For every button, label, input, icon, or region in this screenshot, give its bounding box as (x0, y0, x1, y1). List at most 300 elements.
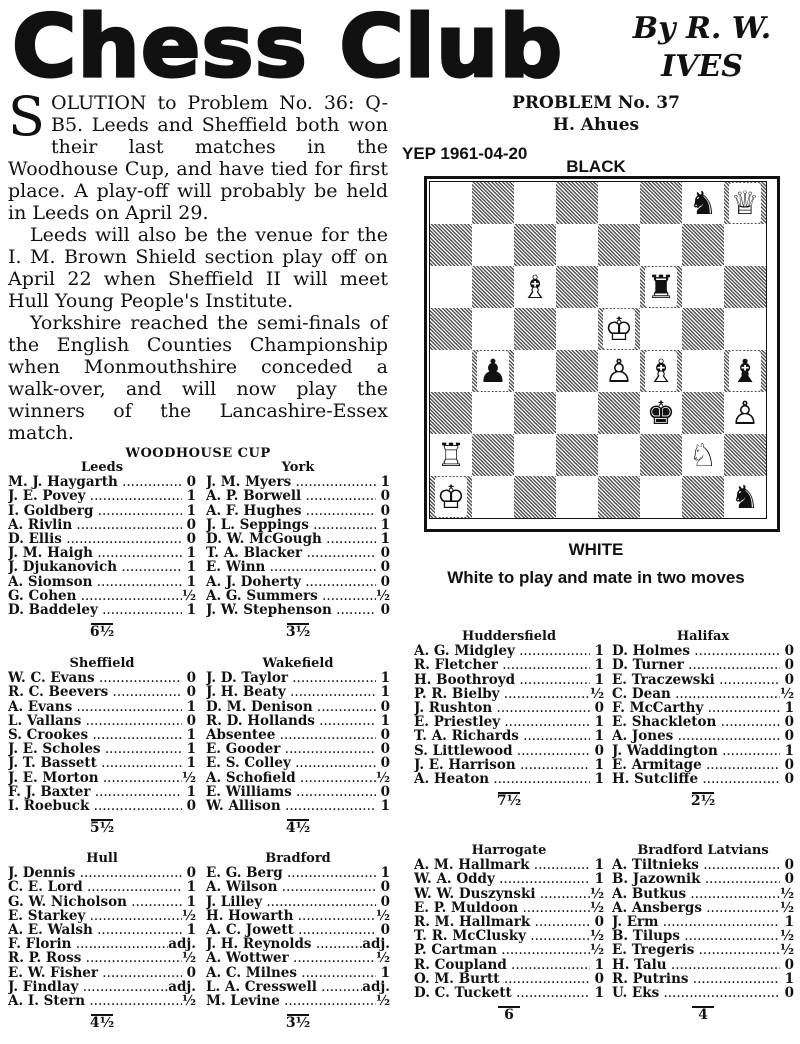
player-name: W. Allison ..... (206, 799, 376, 813)
player-name: P. Cartman ..... (414, 943, 590, 957)
team-name: Harrogate (471, 843, 547, 858)
player-name: J. H. Beaty ..... (206, 685, 376, 699)
player-row (206, 771, 390, 785)
chess-piece-wb: ♗ (646, 352, 676, 390)
player-row (206, 937, 390, 951)
player-name: R. M. Hallmark ..... (414, 915, 590, 929)
player-row (612, 958, 794, 972)
player-score: 1 (784, 742, 794, 759)
player-score: 0 (186, 684, 196, 701)
player-name: M. Levine ..... (206, 994, 376, 1008)
board-square (430, 224, 472, 266)
player-name: A. C. Milnes ..... (206, 966, 376, 980)
board-square (514, 350, 556, 392)
player-row (612, 644, 794, 658)
board-square (682, 476, 724, 518)
player-score: 0 (186, 865, 196, 882)
player-name: J. L. Seppings ..... (206, 518, 376, 532)
player-score: adj. (168, 936, 196, 953)
player-score: 0 (380, 488, 390, 505)
player-score: 1 (380, 865, 390, 882)
player-name: A. Siomson ..... (8, 575, 182, 589)
player-row (8, 966, 196, 980)
player-score: ½ (780, 942, 795, 959)
player-name: E. Williams ..... (206, 785, 376, 799)
board-square (682, 266, 724, 308)
player-name: E. G. Berg ..... (206, 866, 376, 880)
board-square (724, 224, 766, 266)
player-name: A. Ansbergs ..... (612, 901, 780, 915)
player-score: 0 (380, 755, 390, 772)
player-score: 1 (380, 670, 390, 687)
board-square (556, 308, 598, 350)
chess-piece-bk2: ♔ (436, 478, 466, 516)
player-row (414, 972, 604, 986)
player-name: F. Florin ..... (8, 937, 168, 951)
player-name: W. C. Evans ..... (8, 671, 182, 685)
player-name: E. Tregeris ..... (612, 943, 780, 957)
player-name: L. Vallans ..... (8, 714, 182, 728)
team-total: 6½ (89, 624, 115, 641)
player-score: ½ (780, 685, 795, 702)
player-score: 1 (186, 602, 196, 619)
team-total: 3½ (285, 1015, 311, 1032)
player-name: E. Gooder ..... (206, 742, 376, 756)
player-score: 0 (186, 474, 196, 491)
player-name: T. A. Richards ..... (414, 729, 590, 743)
player-name: E. W. Fisher ..... (8, 966, 182, 980)
player-row (8, 532, 196, 546)
board-square (430, 350, 472, 392)
board-square (640, 266, 682, 308)
player-name: R. C. Beevers ..... (8, 685, 182, 699)
player-name: J. E. Scholes ..... (8, 742, 182, 756)
player-score: ½ (590, 885, 605, 902)
player-row (206, 966, 390, 980)
article-paragraph-2: Leeds will also be the venue for the I. M. Brown Shield section play off on April 22 when Sheffield II will meet Hull Young People's Institute. (8, 224, 388, 312)
board-square (598, 266, 640, 308)
board-square (724, 434, 766, 476)
board-square (472, 224, 514, 266)
player-row (206, 980, 390, 994)
board-square (556, 476, 598, 518)
board-square (640, 392, 682, 434)
player-score: 0 (784, 956, 794, 973)
player-score: 0 (784, 728, 794, 745)
player-row (206, 532, 390, 546)
article-paragraph-3: Yorkshire reached the semi-finals of the English Counties Championship when Monmouthshire conceded a walk-over, and will now play the winners of the Lancashire-Essex match. (8, 312, 388, 444)
player-row (8, 685, 196, 699)
player-row (612, 972, 794, 986)
player-score: 0 (380, 502, 390, 519)
player-row (8, 700, 196, 714)
player-row (414, 929, 604, 943)
board-square (430, 434, 472, 476)
player-score: ½ (376, 587, 391, 604)
board-square (598, 434, 640, 476)
team-name: Halifax (676, 629, 730, 644)
byline-line-2: IVES (661, 49, 743, 84)
player-score: ½ (590, 928, 605, 945)
player-row (414, 701, 604, 715)
player-score: 0 (380, 879, 390, 896)
player-score: 0 (380, 559, 390, 576)
player-row (8, 937, 196, 951)
board-square (514, 224, 556, 266)
team-name: Bradford (265, 851, 331, 866)
player-row (206, 489, 390, 503)
player-score: 0 (380, 922, 390, 939)
player-score: 0 (380, 893, 390, 910)
player-name: Absentee ..... (206, 728, 376, 742)
player-name: U. Eks ..... (612, 986, 780, 1000)
player-row (8, 589, 196, 603)
player-name: J. M. Haigh ..... (8, 546, 182, 560)
player-name: A. Jones ..... (612, 729, 780, 743)
board-square (598, 392, 640, 434)
player-name: B. Tilups ..... (612, 929, 780, 943)
team-table-york (206, 461, 390, 639)
player-name: J. M. Myers ..... (206, 475, 376, 489)
player-name: D. Baddeley ..... (8, 603, 182, 617)
board-square (640, 308, 682, 350)
player-row (206, 756, 390, 770)
board-square (640, 476, 682, 518)
player-row (206, 475, 390, 489)
player-row (414, 901, 604, 915)
player-row (206, 866, 390, 880)
player-name: J. Erm ..... (612, 915, 780, 929)
player-row (206, 742, 390, 756)
player-row (8, 895, 196, 909)
player-row (206, 728, 390, 742)
masthead-title: Chess Club (12, 0, 564, 97)
player-row (8, 518, 196, 532)
board-square (430, 308, 472, 350)
player-row (414, 744, 604, 758)
white-label: WHITE (568, 540, 624, 559)
player-name: H. Talu ..... (612, 958, 780, 972)
player-row (206, 685, 390, 699)
player-score: 1 (186, 727, 196, 744)
player-row (206, 671, 390, 685)
player-name: O. M. Burtt ..... (414, 972, 590, 986)
player-name: E. S. Colley ..... (206, 756, 376, 770)
player-name: J. E. Harrison ..... (414, 758, 590, 772)
player-row (8, 880, 196, 894)
player-row (8, 546, 196, 560)
player-row (414, 772, 604, 786)
board-square (598, 476, 640, 518)
player-row (414, 943, 604, 957)
team-total: 5½ (89, 820, 115, 837)
player-row (414, 644, 604, 658)
player-row (206, 880, 390, 894)
player-row (612, 887, 794, 901)
board-square (724, 182, 766, 224)
player-score: 0 (380, 698, 390, 715)
player-name: J. E. Povey ..... (8, 489, 182, 503)
team-name: York (281, 460, 315, 475)
player-name: A. P. Borwell ..... (206, 489, 376, 503)
player-score: 1 (186, 698, 196, 715)
problem-title: PROBLEM No. 37 (512, 93, 680, 113)
player-score: 1 (594, 857, 604, 874)
board-square (556, 434, 598, 476)
player-score: 0 (380, 727, 390, 744)
team-total: 4½ (89, 1015, 115, 1032)
player-name: E. Priestley ..... (414, 715, 590, 729)
player-name: A. E. Walsh ..... (8, 923, 182, 937)
player-score: ½ (590, 942, 605, 959)
problem-author: H. Ahues (552, 115, 640, 135)
player-name: S. Crookes ..... (8, 728, 182, 742)
board-square (682, 392, 724, 434)
chess-piece-bb: ♝ (730, 352, 760, 390)
article-paragraph-1: SOLUTION to Problem No. 36: Q-B5. Leeds and Sheffield both won their last matches in the Woodhouse Cup, and have tied for first place. A play-off will probably be held in Leeds on April 29. (8, 85, 388, 224)
player-row (414, 872, 604, 886)
player-row (8, 603, 196, 617)
player-row (414, 729, 604, 743)
team-total: 3½ (285, 624, 311, 641)
player-name: B. Jazownik ..... (612, 872, 780, 886)
board-square (430, 476, 472, 518)
board-square (472, 308, 514, 350)
chess-piece-bp: ♟ (478, 352, 508, 390)
player-row (206, 560, 390, 574)
board-square (472, 476, 514, 518)
article-body (8, 85, 388, 444)
player-name: A. Rivlin ..... (8, 518, 182, 532)
player-row (612, 701, 794, 715)
player-score: 0 (380, 545, 390, 562)
team-name: Leeds (80, 460, 124, 475)
player-name: E. P. Muldoon ..... (414, 901, 590, 915)
player-score: 1 (186, 755, 196, 772)
player-name: J. Findlay ..... (8, 980, 168, 994)
player-score: 1 (594, 871, 604, 888)
player-row (612, 986, 794, 1000)
player-row (414, 758, 604, 772)
board-square (640, 182, 682, 224)
player-score: 0 (784, 671, 794, 688)
problem-caption: White to play and mate in two moves (447, 568, 745, 587)
player-score: 0 (380, 602, 390, 619)
player-score: 1 (380, 531, 390, 548)
board-square (556, 224, 598, 266)
team-table-wakefield (206, 657, 390, 835)
board-square (598, 224, 640, 266)
player-name: H. Boothroyd ..... (414, 673, 590, 687)
player-row (612, 729, 794, 743)
player-score: adj. (168, 978, 196, 995)
player-row (612, 772, 794, 786)
team-total: 4½ (285, 820, 311, 837)
player-score: ½ (182, 587, 197, 604)
board-square (472, 266, 514, 308)
player-score: 1 (186, 922, 196, 939)
player-row (8, 994, 196, 1008)
team-table-bradford-latvians (612, 844, 794, 1022)
player-name: D. M. Denison ..... (206, 700, 376, 714)
player-row (206, 546, 390, 560)
player-row (206, 994, 390, 1008)
player-name: A. M. Hallmark ..... (414, 858, 590, 872)
player-score: 0 (784, 771, 794, 788)
board-square (514, 392, 556, 434)
player-score: ½ (182, 993, 197, 1010)
team-table-leeds (8, 461, 196, 639)
player-score: 0 (186, 712, 196, 729)
board-square (472, 350, 514, 392)
player-name: H. Howarth ..... (206, 909, 376, 923)
date-stamp: YEP 1961-04-20 (402, 144, 528, 163)
player-row (612, 758, 794, 772)
player-name: J. E. Morton ..... (8, 771, 182, 785)
chess-piece-bk: ♚ (646, 394, 676, 432)
player-score: 0 (784, 756, 794, 773)
player-score: 0 (186, 798, 196, 815)
team-name: Sheffield (69, 656, 135, 671)
board-square (556, 266, 598, 308)
player-row (8, 771, 196, 785)
board-square (682, 182, 724, 224)
player-name: E. Traczewski ..... (612, 673, 780, 687)
player-row (8, 980, 196, 994)
team-table-bradford (206, 852, 390, 1030)
board-square (724, 350, 766, 392)
player-row (612, 687, 794, 701)
player-score: 0 (186, 964, 196, 981)
player-name: D. Holmes ..... (612, 644, 780, 658)
player-row (414, 887, 604, 901)
player-row (206, 785, 390, 799)
player-row (8, 504, 196, 518)
player-score: 1 (784, 970, 794, 987)
player-name: A. Wilson ..... (206, 880, 376, 894)
player-score: 0 (380, 573, 390, 590)
player-name: E. Starkey ..... (8, 909, 182, 923)
player-score: 1 (186, 783, 196, 800)
player-score: 1 (186, 488, 196, 505)
byline-line-1: By R. W. (632, 11, 772, 46)
player-score: 0 (784, 985, 794, 1002)
player-name: T. R. McClusky ..... (414, 929, 590, 943)
player-name: W. W. Duszynski ..... (414, 887, 590, 901)
player-name: J. Djukanovich ..... (8, 560, 182, 574)
board-square (430, 182, 472, 224)
chess-piece-wp: ♙ (730, 394, 760, 432)
player-score: 1 (594, 643, 604, 660)
board-square (640, 350, 682, 392)
player-score: 1 (186, 573, 196, 590)
player-row (612, 715, 794, 729)
player-name: J. Waddington ..... (612, 744, 780, 758)
player-row (206, 504, 390, 518)
player-score: 1 (594, 714, 604, 731)
player-name: R. Putrins ..... (612, 972, 780, 986)
team-total: 4 (698, 1007, 708, 1024)
player-score: 1 (186, 741, 196, 758)
team-name: Huddersfield (461, 629, 557, 644)
player-score: 0 (186, 516, 196, 533)
player-row (8, 756, 196, 770)
player-name: A. Evans ..... (8, 700, 182, 714)
player-row (8, 575, 196, 589)
team-total: 2½ (690, 793, 716, 810)
player-score: 0 (186, 670, 196, 687)
player-name: A. F. Hughes ..... (206, 504, 376, 518)
player-row (414, 858, 604, 872)
chess-piece-bn: ♞ (730, 478, 760, 516)
player-score: ½ (182, 907, 197, 924)
player-name: A. Butkus ..... (612, 887, 780, 901)
team-name: Bradford Latvians (637, 843, 769, 858)
player-score: 1 (380, 798, 390, 815)
board-square (598, 308, 640, 350)
player-score: ½ (780, 928, 795, 945)
woodhouse-cup-heading: WOODHOUSE CUP (125, 446, 271, 461)
player-row (206, 799, 390, 813)
player-row (206, 714, 390, 728)
player-row (414, 958, 604, 972)
chess-piece-br: ♜ (646, 268, 676, 306)
player-score: 1 (186, 545, 196, 562)
player-score: 0 (380, 783, 390, 800)
board-square (640, 224, 682, 266)
player-score: 1 (594, 657, 604, 674)
player-row (612, 943, 794, 957)
player-name: F. J. Baxter ..... (8, 785, 182, 799)
player-name: W. A. Oddy ..... (414, 872, 590, 886)
player-row (414, 986, 604, 1000)
player-name: A. J. Doherty ..... (206, 575, 376, 589)
player-score: ½ (182, 950, 197, 967)
player-name: E. Winn ..... (206, 560, 376, 574)
board-square (724, 308, 766, 350)
board-square (430, 266, 472, 308)
player-score: 0 (594, 700, 604, 717)
player-score: ½ (780, 899, 795, 916)
player-name: C. E. Lord ..... (8, 880, 182, 894)
player-score: 0 (594, 970, 604, 987)
player-name: E. Armitage ..... (612, 758, 780, 772)
player-name: A. Schofield ..... (206, 771, 376, 785)
player-name: D. W. McGough ..... (206, 532, 376, 546)
player-row (8, 489, 196, 503)
board-square (598, 182, 640, 224)
team-table-harrogate (414, 844, 604, 1022)
player-row (414, 915, 604, 929)
player-score: 1 (186, 559, 196, 576)
player-score: 1 (594, 728, 604, 745)
board-square (682, 434, 724, 476)
player-row (612, 915, 794, 929)
chess-piece-wr: ♖ (436, 436, 466, 474)
player-score: 0 (784, 643, 794, 660)
team-table-sheffield (8, 657, 196, 835)
board-square (640, 434, 682, 476)
team-total: 7½ (496, 793, 522, 810)
player-score: ½ (780, 885, 795, 902)
player-score: ½ (182, 769, 197, 786)
board-square (556, 392, 598, 434)
player-row (8, 785, 196, 799)
player-score: 1 (186, 879, 196, 896)
player-name: R. P. Ross ..... (8, 951, 182, 965)
player-name: S. Littlewood ..... (414, 744, 590, 758)
player-score: 1 (784, 700, 794, 717)
